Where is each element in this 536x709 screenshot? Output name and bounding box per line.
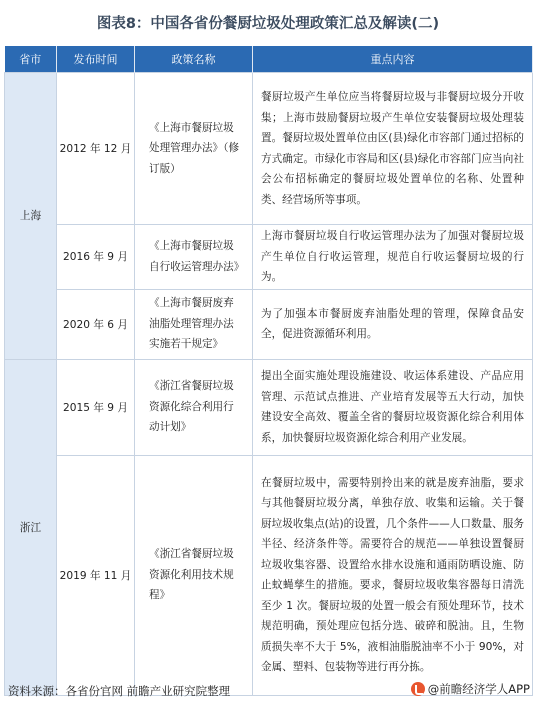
table-row bbox=[5, 73, 533, 225]
date-cell: 2016 年 9 月 bbox=[57, 225, 135, 290]
date-cell: 2015 年 9 月 bbox=[57, 359, 135, 455]
policy-table bbox=[4, 46, 533, 696]
province-cell-zhejiang: 浙江 bbox=[5, 359, 57, 695]
header-date: 发布时间 bbox=[57, 46, 135, 73]
province-cell-shanghai: 上海 bbox=[5, 73, 57, 360]
brand-logo-icon bbox=[411, 682, 425, 696]
policy-cell: 《浙江省餐厨垃圾资源化综合利用行动计划》 bbox=[135, 359, 253, 455]
source-note: 资料来源：各省份官网 前瞻产业研究院整理 bbox=[8, 684, 231, 698]
policy-cell: 《浙江省餐厨垃圾资源化利用技术规程》 bbox=[135, 455, 253, 695]
table-row bbox=[5, 289, 533, 359]
content-cell: 餐厨垃圾产生单位应当将餐厨垃圾与非餐厨垃圾分开收集；上海市鼓励餐厨垃圾产生单位安装餐厨垃圾处理装置。餐厨垃圾处置单位由区(县)绿化市容部门通过招标的方式确定。市绿化市容局和区(县)绿化市容部门应当向社会公布招标确定的餐厨垃圾处置单位的名称、处置种类、经营场所等事项。 bbox=[253, 73, 533, 225]
brand-credit bbox=[411, 681, 530, 697]
table-header-row bbox=[5, 46, 533, 73]
brand-label: @前瞻经济学人APP bbox=[427, 682, 530, 696]
date-cell: 2020 年 6 月 bbox=[57, 289, 135, 359]
policy-cell: 《上海市餐厨废弃油脂处理管理办法实施若干规定》 bbox=[135, 289, 253, 359]
header-province: 省市 bbox=[5, 46, 57, 73]
table-row bbox=[5, 225, 533, 290]
content-cell: 在餐厨垃圾中，需要特别拎出来的就是废弃油脂，要求与其他餐厨垃圾分离，单独存放、收集和运输。关于餐厨垃圾收集点(站)的设置，几个条件——人口数量、服务半径、经济条件等。需要符合的规范——单独设置餐厨垃圾收集容器、设置给水排水设施和通雨防晒设施、防止蚊蝇孳生的措施。要求，餐厨垃圾收集容器每日清洗至少 1 次。餐厨垃圾的处置一般会有预处理环节，技术规范明确，预处理应包括分选、破碎和脱油。且，生物质损失率不大于 5%，液相油脂脱油率不小于 90%，对金属、塑料、包装物等进行再分拣。 bbox=[253, 455, 533, 695]
content-cell: 上海市餐厨垃圾自行收运管理办法为了加强对餐厨垃圾产生单位自行收运管理，规范自行收运餐厨垃圾的行为。 bbox=[253, 225, 533, 290]
date-cell: 2012 年 12 月 bbox=[57, 73, 135, 225]
policy-cell: 《上海市餐厨垃圾自行收运管理办法》 bbox=[135, 225, 253, 290]
chart-title: 图表8：中国各省份餐厨垃圾处理政策汇总及解读(二) bbox=[96, 16, 440, 32]
table-row bbox=[5, 359, 533, 455]
header-policy: 政策名称 bbox=[135, 46, 253, 73]
policy-cell: 《上海市餐厨垃圾处理管理办法》（修订版） bbox=[135, 73, 253, 225]
date-cell: 2019 年 11 月 bbox=[57, 455, 135, 695]
content-cell: 提出全面实施处理设施建设、收运体系建设、产品应用管理、示范试点推进、产业培育发展等五大行动，加快建设安全高效、覆盖全省的餐厨垃圾资源化综合利用体系，加快餐厨垃圾资源化综合利用产业发展。 bbox=[253, 359, 533, 455]
content-cell: 为了加强本市餐厨废弃油脂处理的管理，保障食品安全，促进资源循环利用。 bbox=[253, 289, 533, 359]
table-row bbox=[5, 455, 533, 695]
header-content: 重点内容 bbox=[253, 46, 533, 73]
